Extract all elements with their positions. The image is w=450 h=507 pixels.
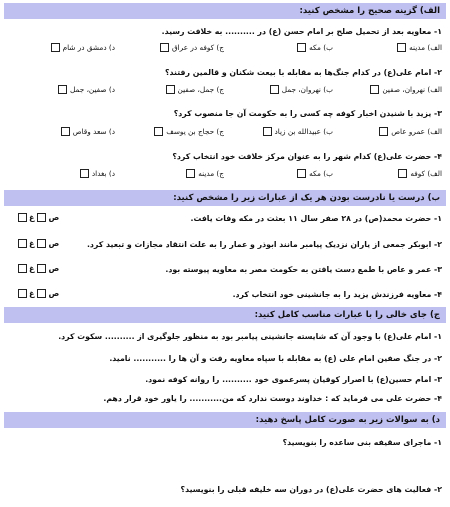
checkbox[interactable]: [37, 239, 46, 248]
checkbox[interactable]: [186, 169, 195, 178]
checkbox[interactable]: [263, 127, 272, 136]
question-a3: ۳- یزید با شنیدن اخبار کوفه چه کسی را به حکومت آن جا منصوب کرد؟: [173, 109, 442, 118]
statement-b1: ۱- حضرت محمد(ص) در ۲۸ صفر سال ۱۱ بعثت در مکه وفات یافت.: [190, 214, 442, 223]
question-a4-options: [6, 169, 442, 178]
checkbox[interactable]: [37, 264, 46, 273]
checkbox[interactable]: [80, 169, 89, 178]
false-option[interactable]: غ: [18, 213, 34, 222]
checkbox[interactable]: [166, 85, 175, 94]
option[interactable]: الف) عمرو عاص: [333, 127, 442, 136]
statement-b3: ۳- عمر و عاص با طمع دست یافتن به حکومت مصر به معاویه پیوسته بود.: [165, 265, 442, 274]
checkbox[interactable]: [270, 85, 279, 94]
option[interactable]: الف) کوفه: [333, 169, 442, 178]
checkbox[interactable]: [154, 127, 163, 136]
option[interactable]: ج) مدینه: [115, 169, 224, 178]
checkbox[interactable]: [18, 239, 27, 248]
checkbox[interactable]: [297, 43, 306, 52]
checkbox[interactable]: [51, 43, 60, 52]
checkbox[interactable]: [37, 289, 46, 298]
false-option[interactable]: غ: [18, 289, 34, 298]
option[interactable]: د) دمشق در شام: [6, 43, 115, 52]
false-option[interactable]: غ: [18, 239, 34, 248]
question-a1: ۱- معاویه بعد از تحمیل صلح بر امام حسن (ع) در .......... به خلافت رسید.: [161, 27, 442, 36]
question-a4: ۴- حضرت علی(ع) کدام شهر را به عنوان مرکز خلافت خود انتخاب کرد؟: [172, 152, 442, 161]
true-option[interactable]: ص: [37, 213, 59, 222]
checkbox[interactable]: [37, 213, 46, 222]
option[interactable]: ج) کوفه در عراق: [115, 43, 224, 52]
checkbox[interactable]: [297, 169, 306, 178]
checkbox[interactable]: [58, 85, 67, 94]
checkbox[interactable]: [397, 43, 406, 52]
statement-b4: ۴- معاویه فرزندش یزید را به جانشینی خود انتخاب کرد.: [232, 290, 442, 299]
option[interactable]: ج) جمل، صفین: [115, 85, 224, 94]
fill-blank-c2: ۲- در جنگ صفین امام علی (ع) به مقابله با سپاه معاویه رفت و آن ها را ........... نامید.: [109, 354, 442, 363]
true-option[interactable]: ص: [37, 264, 59, 273]
fill-blank-c1: ۱- امام علی(ع) با وجود آن که شایسته جانشینی پیامبر بود به منظور جلوگیری از .......... سکوت کرد.: [58, 332, 442, 341]
option[interactable]: الف) مدینه: [333, 43, 442, 52]
option[interactable]: ج) حجاج بن یوسف: [115, 127, 224, 136]
true-false-b1: [18, 213, 59, 222]
option[interactable]: د) بغداد: [6, 169, 115, 178]
statement-b2: ۲- ابوبکر جمعی از یاران نزدیک پیامبر مانند ابوذر و عمار را به علت انتقاد مجازات و تبعید کرد.: [86, 240, 442, 249]
option[interactable]: ب) مکه: [224, 43, 333, 52]
checkbox[interactable]: [379, 127, 388, 136]
true-false-b2: [18, 239, 59, 248]
essay-question-d2: ۲- فعالیت های حضرت علی(ع) در دوران سه خلیفه قبلی را بنویسید؟: [180, 485, 442, 494]
option[interactable]: د) سعد وقاص: [6, 127, 115, 136]
essay-question-d1: ۱- ماجرای سقیفه بنی ساعده را بنویسید؟: [282, 438, 442, 447]
question-a3-options: [6, 127, 442, 136]
option[interactable]: ب) عبیدالله بن زیاد: [224, 127, 333, 136]
checkbox[interactable]: [61, 127, 70, 136]
question-a1-options: [6, 43, 442, 52]
section-c-header: ج) جای خالی را با عبارات مناسب کامل کنید:: [4, 307, 446, 323]
section-a-header: الف) گزینه صحیح را مشخص کنید:: [4, 3, 446, 19]
checkbox[interactable]: [18, 264, 27, 273]
true-false-b3: [18, 264, 59, 273]
fill-blank-c3: ۳- امام حسین(ع) با اصرار کوفیان پسرعموی خود .......... را روانه کوفه نمود.: [145, 375, 442, 384]
false-option[interactable]: غ: [18, 264, 34, 273]
true-option[interactable]: ص: [37, 289, 59, 298]
checkbox[interactable]: [18, 289, 27, 298]
true-option[interactable]: ص: [37, 239, 59, 248]
question-a2: ۲- امام علی(ع) در کدام جنگ‌ها به مقابله با بیعت شکنان و قالمین رفتند؟: [165, 68, 442, 77]
option[interactable]: ب) مکه: [224, 169, 333, 178]
section-d-header: د) به سوالات زیر به صورت کامل پاسخ دهید:: [4, 412, 446, 428]
fill-blank-c4: ۴- حضرت علی می فرماید که : خداوند دوست ندارد که من........... را یاور خود قرار دهم.: [103, 394, 442, 403]
section-b-header: ب) درست یا نادرست بودن هر یک از عبارات زیر را مشخص کنید:: [4, 190, 446, 206]
question-a2-options: [6, 85, 442, 94]
option[interactable]: د) صفین، جمل: [6, 85, 115, 94]
option[interactable]: ب) نهروان، جمل: [224, 85, 333, 94]
checkbox[interactable]: [160, 43, 169, 52]
true-false-b4: [18, 289, 59, 298]
checkbox[interactable]: [398, 169, 407, 178]
checkbox[interactable]: [18, 213, 27, 222]
checkbox[interactable]: [370, 85, 379, 94]
option[interactable]: الف) نهروان، صفین: [333, 85, 442, 94]
